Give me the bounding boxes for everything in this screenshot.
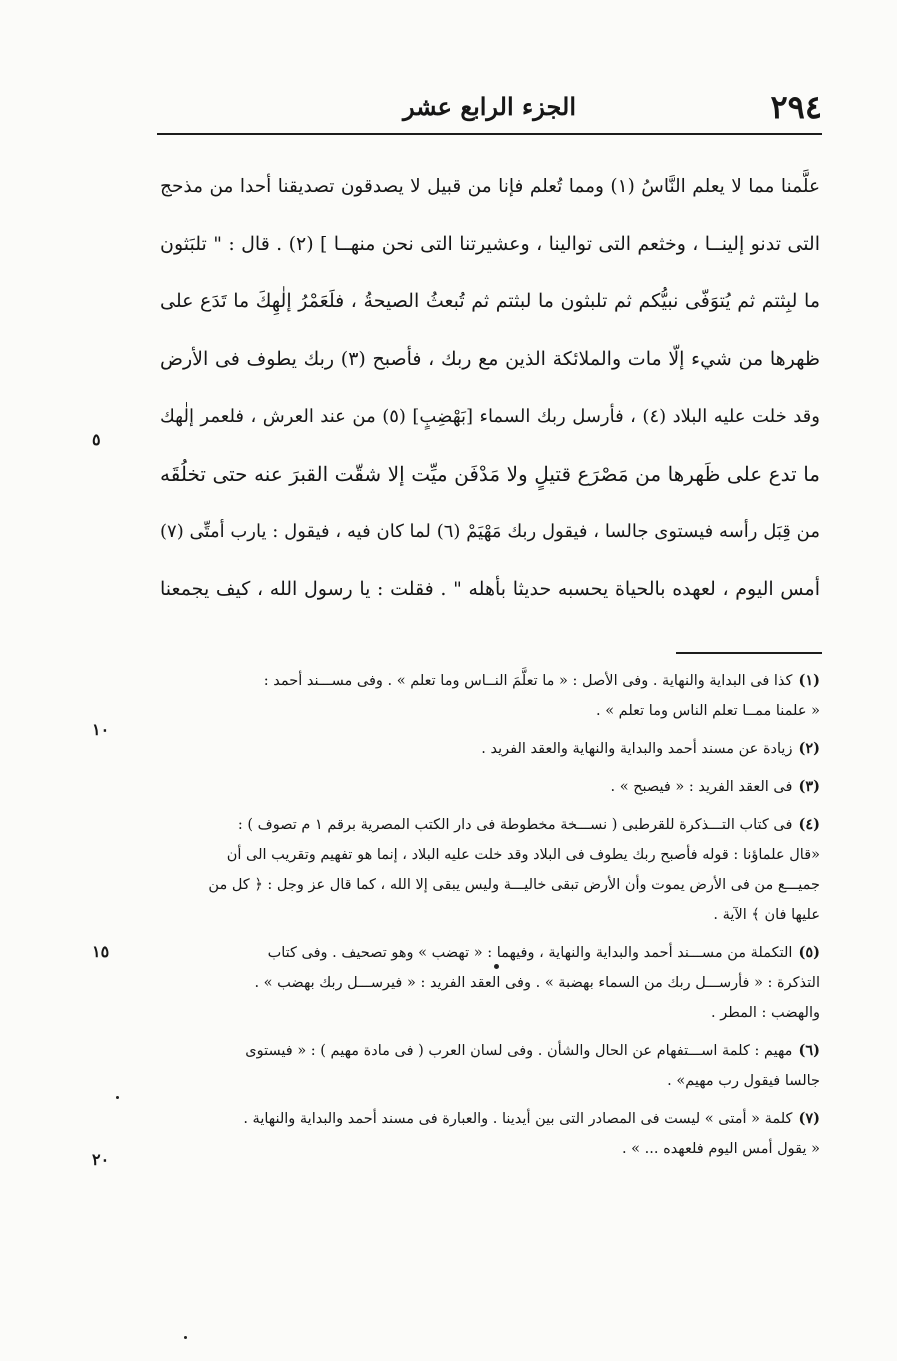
footnote-number: (٥)	[798, 944, 820, 961]
footnote-number: (١)	[798, 672, 820, 689]
line-number-marker: ٢٠	[92, 1150, 110, 1169]
footnote-text: كذا فى البداية والنهاية . وفى الأصل : « ما تعلَّمَ النــاس وما تعلم » . وفى مســـند أحمد :	[263, 673, 793, 689]
footnote-number: (٣)	[798, 778, 820, 795]
line-number-marker: ٥	[92, 430, 101, 449]
footnote-number: (٤)	[798, 816, 820, 833]
scan-speck	[116, 1096, 119, 1099]
text-line: ظهرها من شيء إلّا مات والملائكة الذين مع ربك ، فأصبح (٣) ربك يطوف فى الأرض	[160, 347, 820, 370]
text-line: علَّمنا مما لا يعلم النَّاسُ (١) ومما تُعلم فإنا من قبيل لا يصدقون تصديقنا أحدا من مذحج	[160, 176, 820, 197]
footnote-text: عليها فان ﴾ الآية .	[713, 907, 820, 923]
footnote-text: «قال علماؤنا : قوله فأصبح ربك يطوف فى البلاد وقد خلت عليه البلاد ، إنما هو تفهيم وتقريب الى أن	[226, 847, 820, 863]
footnote-text: « يقول أمس اليوم فلعهده ... » .	[621, 1141, 820, 1157]
footnote-text: كلمة « أمتى » ليست فى المصادر التى بين أيدينا . والعبارة فى مسند أحمد والبداية والنهاية .	[243, 1111, 793, 1127]
footnote-text: جميـــع من فى الأرض يموت وأن الأرض تبقى خاليـــة وليس يبقى إلا الله ، كما قال عز وجل : ﴿ كل من	[208, 877, 820, 893]
text-line: أمس اليوم ، لعهده بالحياة يحسبه حديثا بأهله " . فقلت : يا رسول الله ، كيف يجمعنا	[160, 577, 820, 600]
footnote-text: فى كتاب التـــذكرة للقرطبى ( نســـخة مخطوطة فى دار الكتب المصرية برقم ١ م تصوف ) :	[237, 817, 793, 833]
line-number-marker: ١٠	[92, 720, 110, 739]
footnote-5	[160, 938, 820, 1028]
text-line: ما تدع على ظَهرها من مَصْرَع قتيلٍ ولا مَدْفَن ميِّت إلا شقّت القبرَ عنه حتى تخلُقَه	[160, 461, 820, 486]
text-line: من قِبَل رأسه فيستوى جالسا ، فيقول ربك مَهْيَمْ (٦) لما كان فيه ، فيقول : يارب أمتِّى (٧)	[160, 521, 820, 542]
footnote-number: (٢)	[798, 740, 820, 757]
text-line: ما لبِثتم ثم يُتوَفّى نبيُّكم ثم تلبثون ما لبثتم ثم تُبعثُ الصيحةُ ، فلَعَمْرُ إلٰهِكَ ما تَدَع على	[160, 290, 820, 312]
footnote-text: فى العقد الفريد : « فيصبح » .	[610, 779, 793, 795]
header-rule	[157, 133, 822, 135]
main-text	[160, 158, 820, 618]
footnote-text: التذكرة : « فأرســـل ربك من السماء بهضبة » . وفى العقد الفريد : « فيرســـل ربك بهضب » .	[254, 975, 820, 991]
footnote-1	[160, 666, 820, 726]
line-number-marker: ١٥	[92, 942, 110, 961]
text-line: وقد خلت عليه البلاد (٤) ، فأرسل ربك السماء [بَهْضِبٍ] (٥) من عند العرش ، فلعمر إلٰهك	[160, 406, 820, 427]
footnote-number: (٧)	[798, 1110, 820, 1127]
part-title: الجزء الرابع عشر	[402, 92, 577, 121]
page-number: ٢٩٤	[770, 88, 822, 126]
text-line: التى تدنو إلينــا ، وخثعم التى توالينا ، وعشيرتنا التى نحن منهــا ] (٢) . قال : " تلبَثون	[160, 232, 821, 255]
footnote-2	[160, 734, 820, 764]
footnote-number: (٦)	[798, 1042, 820, 1059]
scan-speck	[184, 1336, 187, 1339]
footnote-text: « علمنا ممــا تعلم الناس وما تعلم » .	[595, 703, 820, 719]
footnote-text: مهيم : كلمة اســـتفهام عن الحال والشأن . وفى لسان العرب ( فى مادة مهيم ) : « فيستوى	[245, 1043, 793, 1059]
footnote-7	[160, 1104, 820, 1164]
footnote-text: جالسا فيقول رب مهيم» .	[667, 1073, 820, 1089]
footnote-rule	[676, 652, 822, 654]
footnote-text: زيادة عن مسند أحمد والبداية والنهاية والعقد الفريد .	[481, 741, 793, 757]
footnote-4	[160, 810, 820, 930]
footnote-3	[160, 772, 820, 802]
footnotes	[160, 666, 820, 1172]
footnote-text: والهضب : المطر .	[711, 1005, 820, 1021]
page-header	[157, 86, 822, 130]
scan-speck	[494, 964, 499, 969]
footnote-6	[160, 1036, 820, 1096]
footnote-text: التكملة من مســـند أحمد والبداية والنهاية ، وفيهما : « تهضب » وهو تصحيف . وفى كتاب	[267, 945, 793, 961]
